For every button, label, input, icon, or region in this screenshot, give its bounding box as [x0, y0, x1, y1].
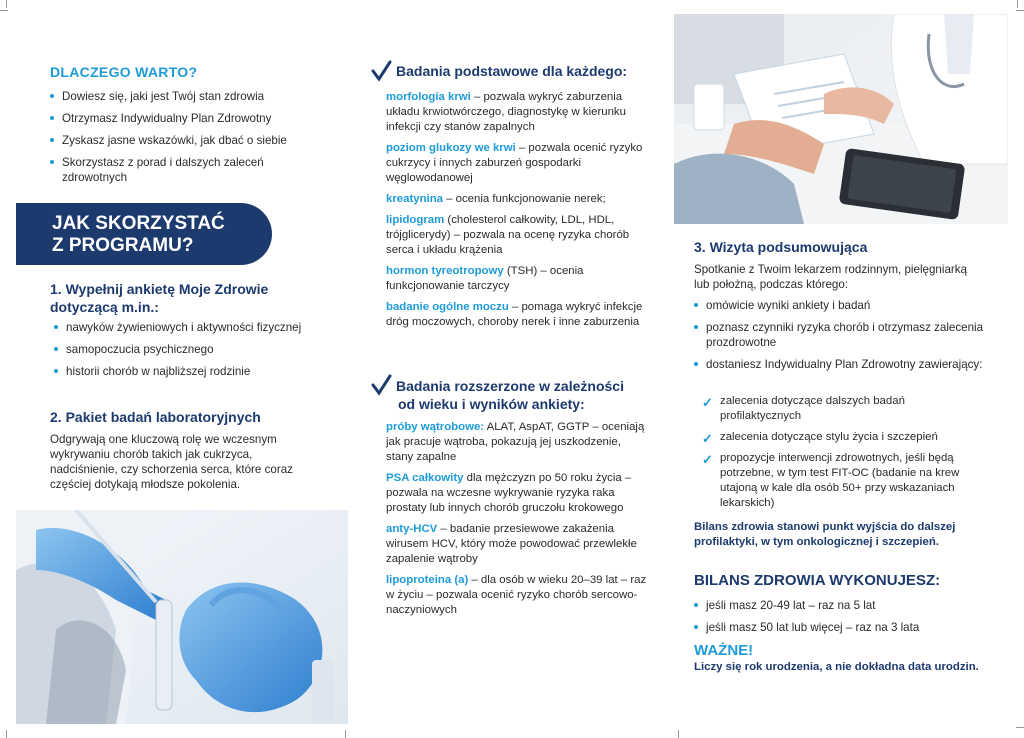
- crop-mark: [1016, 727, 1024, 728]
- checkmark-icon: ✓: [702, 431, 713, 446]
- exam-key: kreatynina: [386, 193, 443, 205]
- exam-text: – pomaga wykryć infekcje dróg moczowych, choroby nerek i inne zaburzenia: [386, 301, 643, 328]
- list-item: [386, 300, 648, 330]
- step3-intro: Spotkanie z Twoim lekarzem rodzinnym, pielęgniarką lub położną, podczas którego:: [694, 263, 968, 291]
- exam-text: ALAT, AspAT, GGTP – oceniają jak pracuje wątroba, pokazują jej uszkodzenie, stany zapalne: [386, 421, 645, 463]
- list-item: [386, 420, 648, 465]
- why-list: [50, 89, 310, 192]
- important-title: WAŻNE!: [694, 642, 754, 659]
- checkmark-icon: ✓: [702, 395, 713, 410]
- program-banner: [16, 203, 272, 265]
- crop-mark: [0, 10, 8, 11]
- exam-key: anty-HCV: [386, 523, 438, 535]
- exam-key: hormon tyreotropowy: [386, 265, 504, 277]
- basic-title: Badania podstawowe dla każdego:: [396, 63, 628, 79]
- extended-title: [396, 377, 624, 413]
- plan-list: [694, 394, 984, 517]
- crop-mark: [678, 730, 679, 738]
- step3-title: 3. Wizyta podsumowująca: [694, 239, 868, 255]
- step1-list: [54, 320, 326, 386]
- basic-header: [370, 60, 627, 82]
- list-item: [386, 264, 648, 294]
- exam-text: – dla osób w wieku 20–39 lat – raz w życiu – pozwala ocenić ryzyko chorób sercowo-naczyniowych: [386, 574, 647, 616]
- exam-key: lipidogram: [386, 214, 445, 226]
- crop-mark: [1016, 10, 1024, 11]
- list-item: samopoczucia psychicznego: [54, 342, 326, 357]
- exam-text: – ocenia funkcjonowanie nerek;: [442, 193, 606, 205]
- checkmark-icon: [370, 60, 392, 82]
- exam-text: – pozwala wykryć zaburzenia układu krwiotwórczego, diagnostykę w kierunku infekcji czy stanów zapalnych: [386, 91, 626, 133]
- exam-text: (cholesterol całkowity, LDL, HDL, trójglicerydy) – pozwala na ocenę ryzyka chorób serca i układu krążenia: [386, 214, 630, 256]
- checkmark-icon: [370, 374, 392, 396]
- list-item: [694, 451, 984, 511]
- list-item: poznasz czynniki ryzyka chorób i otrzymasz zalecenia prozdrowotne: [694, 320, 984, 350]
- exam-key: badanie ogólne moczu: [386, 301, 509, 313]
- list-item: [694, 394, 984, 424]
- step2-text: Odgrywają one kluczową rolę we wczesnym wykrywaniu chorób takich jak cukrzyca, nadciśnienie, czy schorzenia serca, które coraz częściej dotykają młodsze pokolenia.: [50, 433, 293, 491]
- crop-mark: [345, 730, 346, 738]
- checkmark-icon: ✓: [702, 452, 713, 467]
- lab-photo: [16, 510, 348, 724]
- exam-text: – pozwala ocenić ryzyko cukrzycy i innych zaburzeń gospodarki węglowodanowej: [386, 142, 643, 184]
- extended-title-line1: Badania rozszerzone w zależności: [396, 378, 624, 394]
- list-item: [386, 192, 648, 207]
- list-item: historii chorób w najbliższej rodzinie: [54, 364, 326, 379]
- plan-item-text: zalecenia dotyczące stylu życia i szczepień: [720, 431, 938, 443]
- list-item: [386, 141, 648, 186]
- list-item: omówicie wyniki ankiety i badań: [694, 298, 984, 313]
- basic-list: [386, 90, 648, 336]
- extended-title-line2: od wieku i wyników ankiety:: [398, 396, 585, 412]
- exam-text: – badanie przesiewowe zakażenia wirusem HCV, który może powodować przewlekłe zapalenie wątroby: [386, 523, 637, 565]
- extended-list: [386, 420, 648, 624]
- list-item: nawyków żywieniowych i aktywności fizycznej: [54, 320, 326, 335]
- list-item: [386, 522, 648, 567]
- list-item: Zyskasz jasne wskazówki, jak dbać o siebie: [50, 133, 310, 148]
- bilans-title: BILANS ZDROWIA WYKONUJESZ:: [694, 572, 941, 589]
- banner-line2: Z PROGRAMU?: [52, 235, 194, 256]
- bilans-note: Bilans zdrowia stanowi punkt wyjścia do dalszej profilaktyki, w tym onkologicznej i szczepień.: [694, 521, 956, 548]
- list-item: [386, 471, 648, 516]
- banner-line1: JAK SKORZYSTAĆ: [52, 213, 225, 234]
- doctor-photo: [674, 14, 1008, 224]
- list-item: Otrzymasz Indywidualny Plan Zdrowotny: [50, 111, 310, 126]
- exam-key: lipoproteina (a): [386, 574, 469, 586]
- plan-item-text: propozycje interwencji zdrowotnych, jeśli będą potrzebne, w tym test FIT-OC (badanie na krew utajoną w kale dla osób 50+ przy wskazaniach lekarskich): [720, 452, 960, 509]
- list-item: [386, 213, 648, 258]
- list-item: jeśli masz 20-49 lat – raz na 5 lat: [694, 598, 984, 613]
- exam-text: (TSH) – ocenia funkcjonowanie tarczycy: [386, 265, 584, 292]
- exam-key: morfologia krwi: [386, 91, 471, 103]
- exam-key: poziom glukozy we krwi: [386, 142, 516, 154]
- list-item: dostaniesz Indywidualny Plan Zdrowotny zawierający:: [694, 357, 984, 372]
- extended-header: [370, 374, 624, 413]
- plan-item-text: zalecenia dotyczące dalszych badań profilaktycznych: [720, 395, 905, 422]
- list-item: Skorzystasz z porad i dalszych zaleceń zdrowotnych: [50, 155, 310, 185]
- list-item: [386, 573, 648, 618]
- why-title: DLACZEGO WARTO?: [50, 64, 198, 80]
- step2-title: 2. Pakiet badań laboratoryjnych: [50, 409, 261, 425]
- list-item: [386, 90, 648, 135]
- list-item: Dowiesz się, jaki jest Twój stan zdrowia: [50, 89, 310, 104]
- crop-mark: [6, 0, 7, 8]
- exam-text: dla mężczyzn po 50 roku życia – pozwala na wczesne wykrywanie ryzyka raka prostaty lub innych chorób gruczołu krokowego: [386, 472, 632, 514]
- list-item: jeśli masz 50 lat lub więcej – raz na 3 lata: [694, 620, 984, 635]
- important-text: Liczy się rok urodzenia, a nie dokładna data urodzin.: [694, 661, 979, 673]
- crop-mark: [1017, 0, 1018, 8]
- bilans-list: [694, 598, 984, 642]
- exam-key: próby wątrobowe:: [386, 421, 485, 433]
- list-item: [694, 430, 984, 445]
- exam-key: PSA całkowity: [386, 472, 464, 484]
- step1-title: 1. Wypełnij ankietę Moje Zdrowie dotyczącą m.in.:: [50, 281, 269, 315]
- crop-mark: [6, 730, 7, 738]
- step3-list: [694, 298, 984, 379]
